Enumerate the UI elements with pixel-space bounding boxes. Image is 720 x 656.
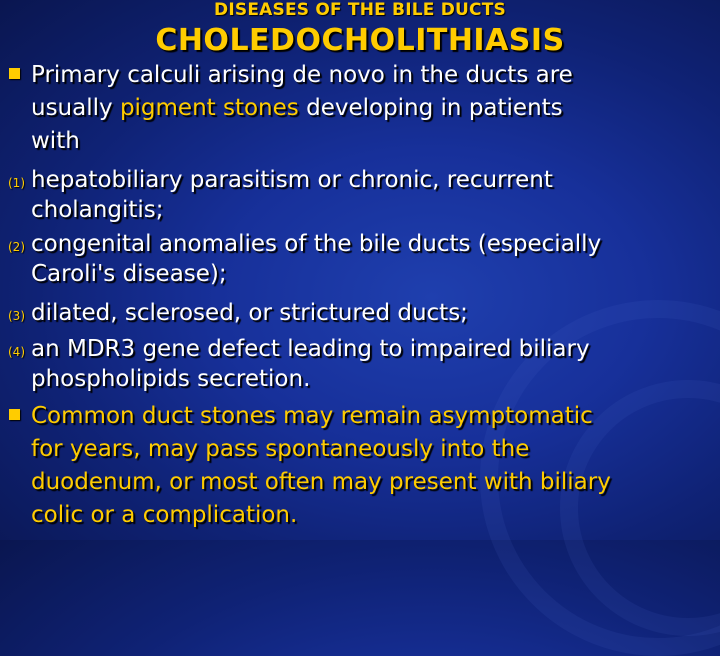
slide-title: CHOLEDOCHOLITHIASIS xyxy=(155,23,565,58)
item-number: (4) xyxy=(8,345,25,359)
item-number: (2) xyxy=(8,240,25,254)
list-item-line1: an MDR3 gene defect leading to impaired biliary xyxy=(31,336,590,362)
item-number: (1) xyxy=(8,176,25,190)
bullet2-line4: colic or a complication. xyxy=(31,502,298,528)
bullet1-line1: Primary calculi arising de novo in the ducts are xyxy=(31,62,573,88)
bullet2-line1: Common duct stones may remain asymptomatic xyxy=(31,403,593,429)
bullet1-line2-post: developing in patients xyxy=(298,95,563,121)
bullet2-line2: for years, may pass spontaneously into the xyxy=(31,436,530,462)
bullet1-line2 xyxy=(31,94,563,123)
list-item-line2: phospholipids secretion. xyxy=(31,366,311,392)
list-item-line1: hepatobiliary parasitism or chronic, recurrent xyxy=(31,167,553,193)
item-number: (3) xyxy=(8,309,25,323)
list-item-line1: congenital anomalies of the bile ducts (especially xyxy=(31,231,602,257)
bullet2-line3: duodenum, or most often may present with biliary xyxy=(31,469,611,495)
square-bullet-icon xyxy=(9,409,20,420)
pigment-stones-highlight: pigment stones xyxy=(119,95,299,121)
bullet1-line2-pre: usually xyxy=(31,95,120,121)
list-item-line2: Caroli's disease); xyxy=(31,261,227,287)
list-item-line1: dilated, sclerosed, or strictured ducts; xyxy=(31,300,468,326)
slide-subtitle: DISEASES OF THE BILE DUCTS xyxy=(214,0,506,20)
list-item-line2: cholangitis; xyxy=(31,197,164,223)
bullet1-line3: with xyxy=(31,128,80,154)
square-bullet-icon xyxy=(9,68,20,79)
